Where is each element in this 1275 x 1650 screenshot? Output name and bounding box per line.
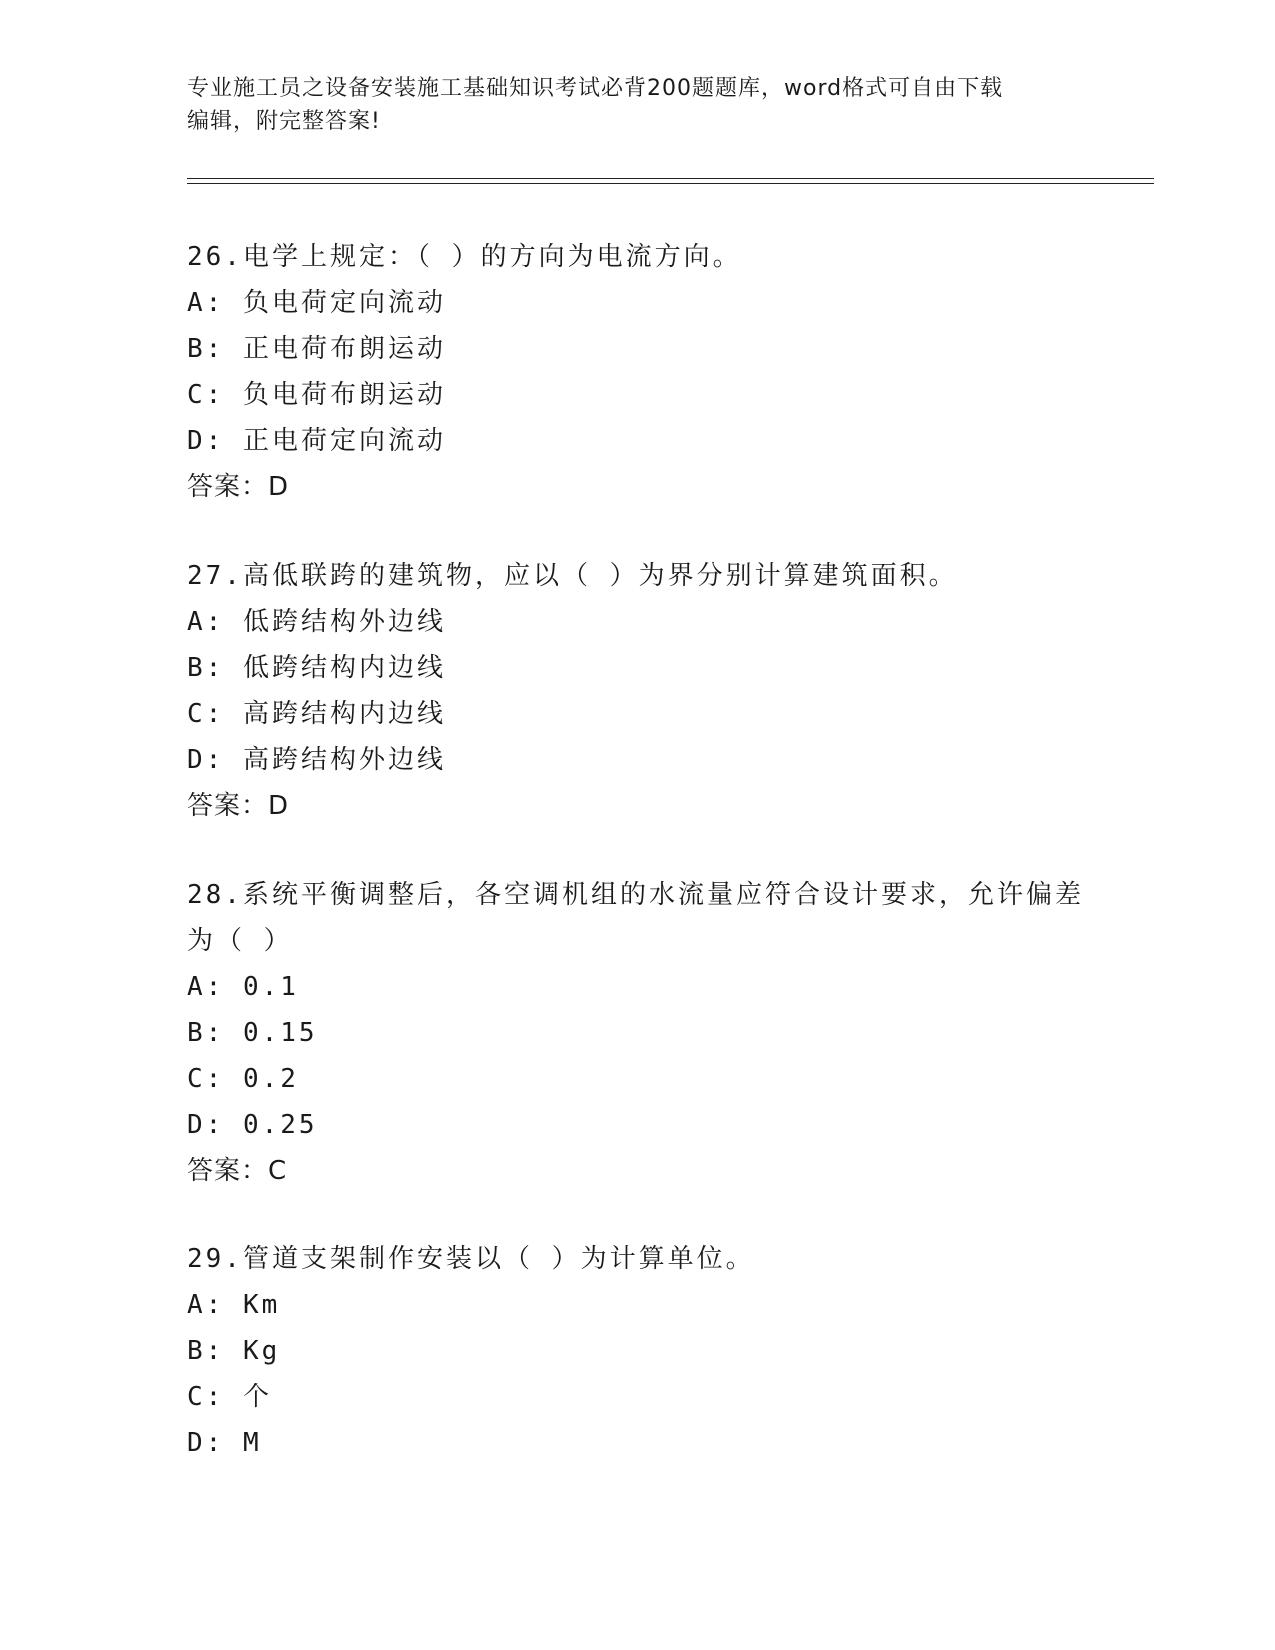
question-29 bbox=[187, 1236, 1087, 1466]
option-c: C: 负电荷布朗运动 bbox=[187, 380, 446, 410]
option-b: B: 低跨结构内边线 bbox=[187, 653, 446, 683]
option-d: D: 正电荷定向流动 bbox=[187, 426, 446, 456]
question-stem: 27.高低联跨的建筑物，应以（ ）为界分别计算建筑面积。 bbox=[187, 561, 958, 591]
question-stem-line-1: 28.系统平衡调整后，各空调机组的水流量应符合设计要求，允许偏差 bbox=[187, 880, 1084, 910]
option-d: D: 0.25 bbox=[187, 1110, 318, 1140]
question-stem: 26.电学上规定：（ ）的方向为电流方向。 bbox=[187, 242, 742, 272]
answer-label: 答案：D bbox=[187, 472, 290, 502]
option-a: A: 0.1 bbox=[187, 972, 299, 1002]
question-28 bbox=[187, 872, 1087, 1194]
question-stem: 29.管道支架制作安装以（ ）为计算单位。 bbox=[187, 1244, 755, 1274]
header-title-line-1: 专业施工员之设备安装施工基础知识考试必背200题题库，word格式可自由下载 bbox=[187, 76, 1004, 101]
option-a: A: Km bbox=[187, 1290, 281, 1320]
answer-label: 答案：D bbox=[187, 791, 290, 821]
option-c: C: 0.2 bbox=[187, 1064, 299, 1094]
header-divider-bottom bbox=[187, 183, 1154, 184]
option-a: A: 低跨结构外边线 bbox=[187, 607, 446, 637]
option-b: B: 0.15 bbox=[187, 1018, 318, 1048]
answer-label: 答案：C bbox=[187, 1156, 288, 1186]
header-title-line-2: 编辑，附完整答案! bbox=[187, 109, 381, 134]
option-b: B: 正电荷布朗运动 bbox=[187, 334, 446, 364]
option-a: A: 负电荷定向流动 bbox=[187, 288, 446, 318]
question-27 bbox=[187, 553, 1087, 829]
option-b: B: Kg bbox=[187, 1336, 281, 1366]
option-d: D: M bbox=[187, 1428, 262, 1458]
header-divider-top bbox=[187, 178, 1154, 179]
option-d: D: 高跨结构外边线 bbox=[187, 745, 446, 775]
document-header bbox=[187, 72, 1087, 138]
question-stem-line-2: 为（ ） bbox=[187, 926, 293, 956]
question-26 bbox=[187, 234, 1087, 510]
option-c: C: 高跨结构内边线 bbox=[187, 699, 446, 729]
option-c: C: 个 bbox=[187, 1382, 272, 1412]
